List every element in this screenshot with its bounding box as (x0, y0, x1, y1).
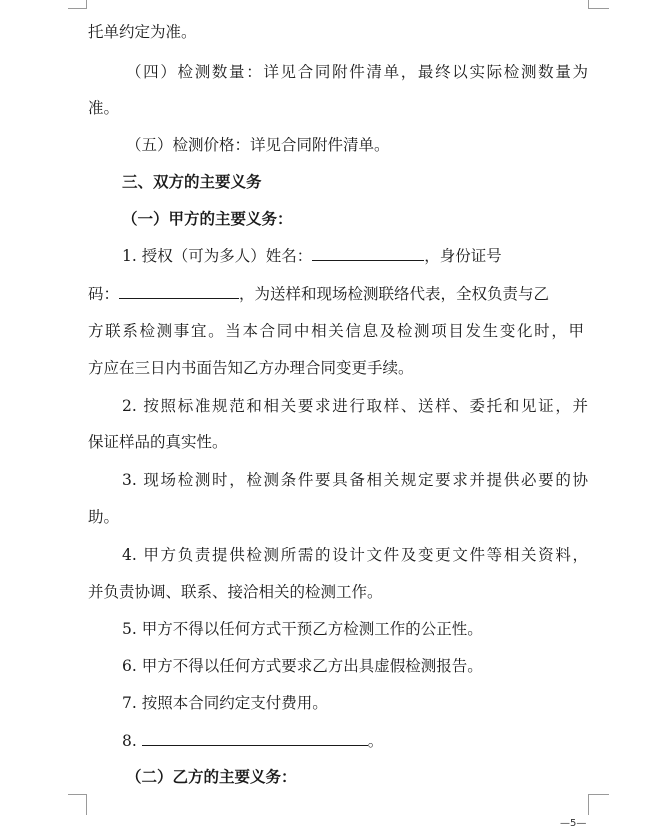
section-five-price: （五）检测价格：详见合同附件清单。 (126, 136, 390, 154)
paragraph-line: 方联系检测事宜。当本合同中相关信息及检测项目发生变化时，甲 (88, 322, 584, 340)
item-8 (122, 731, 383, 751)
heading-mutual-obligations: 三、双方的主要义务 (122, 172, 262, 191)
heading-party-b-obligations: （二）乙方的主要义务： (126, 767, 297, 786)
item-1-id-text-after: ，为送样和现场检测联络代表，全权负责与乙 (239, 285, 550, 303)
paragraph-line: 准。 (88, 99, 120, 117)
item-8-period: 。 (367, 732, 384, 750)
item-1-id-label: 码： (88, 285, 120, 303)
heading-party-a-obligations: （一）甲方的主要义务： (122, 209, 293, 228)
item-6: 6. 甲方不得以任何方式要求乙方出具虚假检测报告。 (122, 657, 483, 675)
paragraph-line: 方应在三日内书面告知乙方办理合同变更手续。 (88, 359, 414, 377)
item-3: 3. 现场检测时，检测条件要具备相关规定要求并提供必要的协 (122, 471, 588, 489)
item-2: 2. 按照标准规范和相关要求进行取样、送样、委托和见证，并 (122, 397, 588, 415)
page-number: —5— (560, 818, 587, 829)
paragraph-line: 托单约定为准。 (88, 23, 197, 41)
item-1-text: 1. 授权（可为多人）姓名： (122, 247, 313, 265)
item-4: 4. 甲方负责提供检测所需的设计文件及变更文件等相关资料， (122, 546, 588, 564)
crop-mark-top-left (68, 0, 87, 9)
section-four-quantity: （四）检测数量：详见合同附件清单，最终以实际检测数量为 (126, 63, 588, 81)
paragraph-line: 保证样品的真实性。 (88, 433, 228, 451)
crop-mark-bottom-left (68, 794, 87, 815)
id-number-blank-field[interactable] (119, 284, 239, 299)
item-5: 5. 甲方不得以任何方式干预乙方检测工作的公正性。 (122, 620, 483, 638)
item-1-authorized-name (122, 246, 588, 266)
paragraph-line: 并负责协调、联系、接洽相关的检测工作。 (88, 583, 383, 601)
crop-mark-bottom-right (588, 794, 609, 815)
item-8-number: 8. (122, 732, 142, 750)
item-1-text-after: ，身份证号 (424, 247, 502, 265)
paragraph-line: 助。 (88, 508, 120, 526)
name-blank-field[interactable] (312, 246, 424, 261)
item-7: 7. 按照本合同约定支付费用。 (122, 694, 328, 712)
crop-mark-top-right (588, 0, 609, 9)
item-1-id-line (88, 284, 549, 304)
item-8-blank-field[interactable] (142, 731, 368, 746)
